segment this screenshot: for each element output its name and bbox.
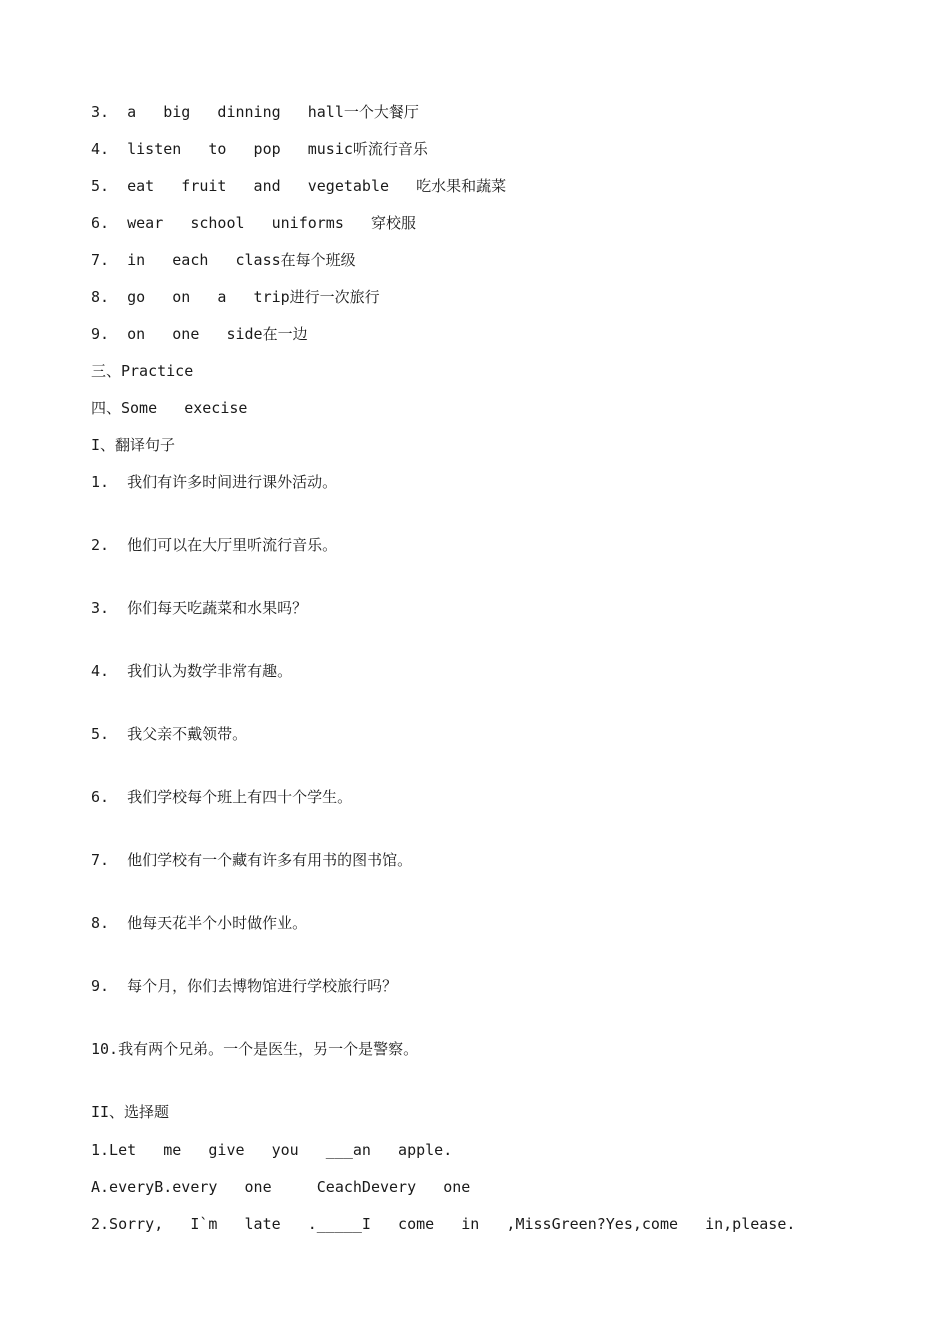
translation-item-6: 6. 我们学校每个班上有四十个学生。: [91, 788, 353, 806]
translation-item-3: 3. 你们每天吃蔬菜和水果吗？: [91, 599, 308, 617]
choice-question-2: 2.Sorry, I`m late ._____I come in ,MissGreen?Yes,come in,please.: [91, 1215, 796, 1233]
translation-part-title: I、翻译句子: [91, 436, 176, 454]
phrase-7: 7. in each class在每个班级: [91, 251, 356, 269]
phrase-3: 3. a big dinning hall一个大餐厅: [91, 103, 419, 121]
phrase-5: 5. eat fruit and vegetable 吃水果和蔬菜: [91, 177, 507, 195]
phrase-4: 4. listen to pop music听流行音乐: [91, 140, 428, 158]
choice-part-title: II、选择题: [91, 1103, 170, 1121]
translation-item-5: 5. 我父亲不戴领带。: [91, 725, 248, 743]
translation-item-8: 8. 他每天花半个小时做作业。: [91, 914, 308, 932]
translation-item-7: 7. 他们学校有一个藏有许多有用书的图书馆。: [91, 851, 413, 869]
translation-item-10: 10.我有两个兄弟。一个是医生，另一个是警察。: [91, 1040, 419, 1058]
translation-item-1: 1. 我们有许多时间进行课外活动。: [91, 473, 338, 491]
phrase-6: 6. wear school uniforms 穿校服: [91, 214, 416, 232]
translation-item-2: 2. 他们可以在大厅里听流行音乐。: [91, 536, 338, 554]
phrase-8: 8. go on a trip进行一次旅行: [91, 288, 380, 306]
choice-options-1: A.everyB.every one CeachDevery one: [91, 1178, 471, 1196]
section-practice-heading: 三、Practice: [91, 362, 194, 380]
section-exercise-heading: 四、Some execise: [91, 399, 248, 417]
translation-item-9: 9. 每个月，你们去博物馆进行学校旅行吗？: [91, 977, 398, 995]
translation-item-4: 4. 我们认为数学非常有趣。: [91, 662, 293, 680]
choice-question-1: 1.Let me give you ___an apple.: [91, 1141, 453, 1159]
phrase-9: 9. on one side在一边: [91, 325, 308, 343]
